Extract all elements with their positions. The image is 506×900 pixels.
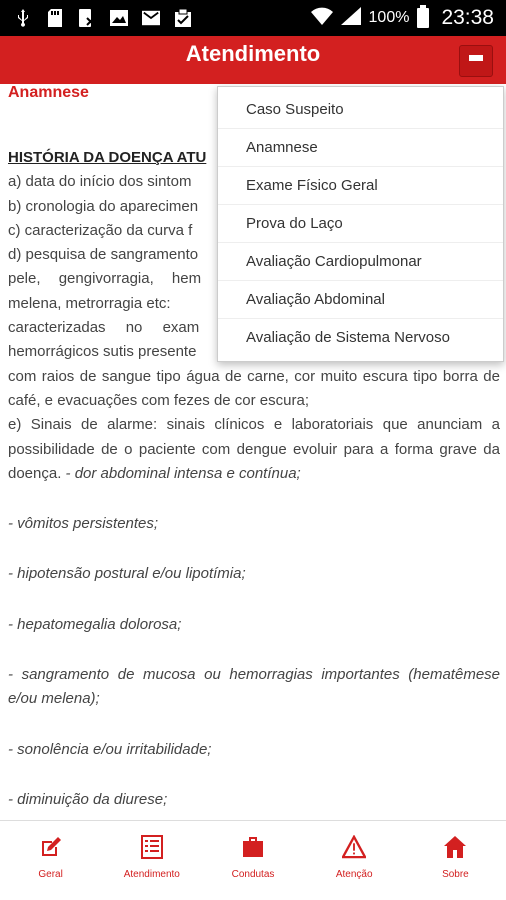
- clipboard-icon: [174, 9, 192, 27]
- text-line: hemorrágicos sutis presente: [8, 343, 197, 361]
- section-dropdown-menu: [217, 86, 504, 362]
- wifi-icon: [311, 7, 333, 29]
- text-line: d) pesquisa de sangramento: [8, 246, 199, 264]
- alarm-item: - vômitos persistentes;: [8, 515, 159, 533]
- menu-item-avaliacao-sistema-nervoso[interactable]: Avaliação de Sistema Nervoso: [246, 329, 450, 346]
- alarm-item: - sonolência e/ou irritabilidade;: [8, 740, 212, 758]
- phone-x-icon: [78, 9, 96, 27]
- battery-icon: [417, 8, 429, 28]
- nav-tab-atencao[interactable]: [304, 821, 405, 900]
- menu-item-exame-fisico-geral[interactable]: Exame Físico Geral: [218, 167, 503, 205]
- notification-icons: [0, 9, 192, 27]
- system-indicators: [311, 6, 506, 30]
- app-bar: [0, 36, 506, 84]
- nav-label: Condutas: [231, 869, 275, 880]
- text-line: c) caracterização da curva f: [8, 221, 193, 239]
- text-line: melena, metrorragia etc:: [8, 294, 171, 312]
- nav-tab-condutas[interactable]: [202, 821, 303, 900]
- menu-button[interactable]: [459, 45, 493, 77]
- edit-icon: [39, 835, 63, 859]
- nav-tab-geral[interactable]: [0, 821, 101, 900]
- text-paragraph: [8, 413, 500, 486]
- nav-tab-atendimento[interactable]: [101, 821, 202, 900]
- hamburger-icon: [469, 55, 483, 67]
- menu-item-avaliacao-abdominal[interactable]: Avaliação Abdominal: [218, 281, 503, 319]
- bottom-navigation: [0, 820, 506, 900]
- text-line: pele, gengivorragia, hem: [8, 270, 202, 288]
- alarm-intro: e) Sinais de alarme: sinais clínicos e laboratoriais que anunciam a possibilidade de o paciente com dengue evoluir para a forma grave da doença.: [8, 416, 500, 482]
- app-title: Atendimento: [185, 41, 321, 66]
- text-line: b) cronologia do aparecimen: [8, 197, 199, 215]
- usb-icon: [14, 9, 32, 27]
- warning-icon: [342, 835, 366, 859]
- nav-label: Atenção: [335, 869, 373, 880]
- signal-icon: [341, 7, 361, 29]
- text-line: a) data do início dos sintom: [8, 173, 192, 191]
- email-icon: [142, 9, 160, 27]
- clock: 23:38: [441, 6, 494, 29]
- alarm-item: - diminuição da diurese;: [8, 790, 168, 808]
- section-title: Anamnese: [8, 84, 89, 101]
- list-icon: [140, 835, 164, 859]
- alarm-item: - sangramento de mucosa ou hemorragias importantes (hematêmese e/ou melena);: [8, 666, 500, 708]
- image-icon: [110, 9, 128, 27]
- subheading: HISTÓRIA DA DOENÇA ATU: [8, 149, 207, 166]
- text-paragraph: com raios de sangue tipo água de carne, cor muito escura tipo borra de café, e evacuações com fezes de cor escura;: [8, 367, 500, 409]
- nav-label: Sobre: [442, 869, 469, 880]
- menu-item-anamnese[interactable]: Anamnese: [218, 129, 503, 167]
- menu-item-avaliacao-cardiopulmonar[interactable]: Avaliação Cardiopulmonar: [218, 243, 503, 281]
- alarm-item: - dor abdominal intensa e contínua;: [65, 464, 301, 482]
- home-icon: [443, 835, 467, 859]
- menu-item-caso-suspeito[interactable]: Caso Suspeito: [218, 91, 503, 129]
- nav-tab-sobre[interactable]: [405, 821, 506, 900]
- text-line: caracterizadas no exam: [8, 319, 200, 337]
- status-bar: [0, 0, 506, 36]
- battery-percent: 100%: [368, 9, 410, 26]
- nav-label: Atendimento: [123, 869, 180, 880]
- alarm-item: - hepatomegalia dolorosa;: [8, 615, 182, 633]
- alarm-item: - hipotensão postural e/ou lipotímia;: [8, 565, 246, 583]
- nav-label: Geral: [38, 869, 63, 880]
- briefcase-icon: [241, 835, 265, 859]
- menu-item-prova-do-laco[interactable]: Prova do Laço: [218, 205, 503, 243]
- sd-card-icon: [46, 9, 64, 27]
